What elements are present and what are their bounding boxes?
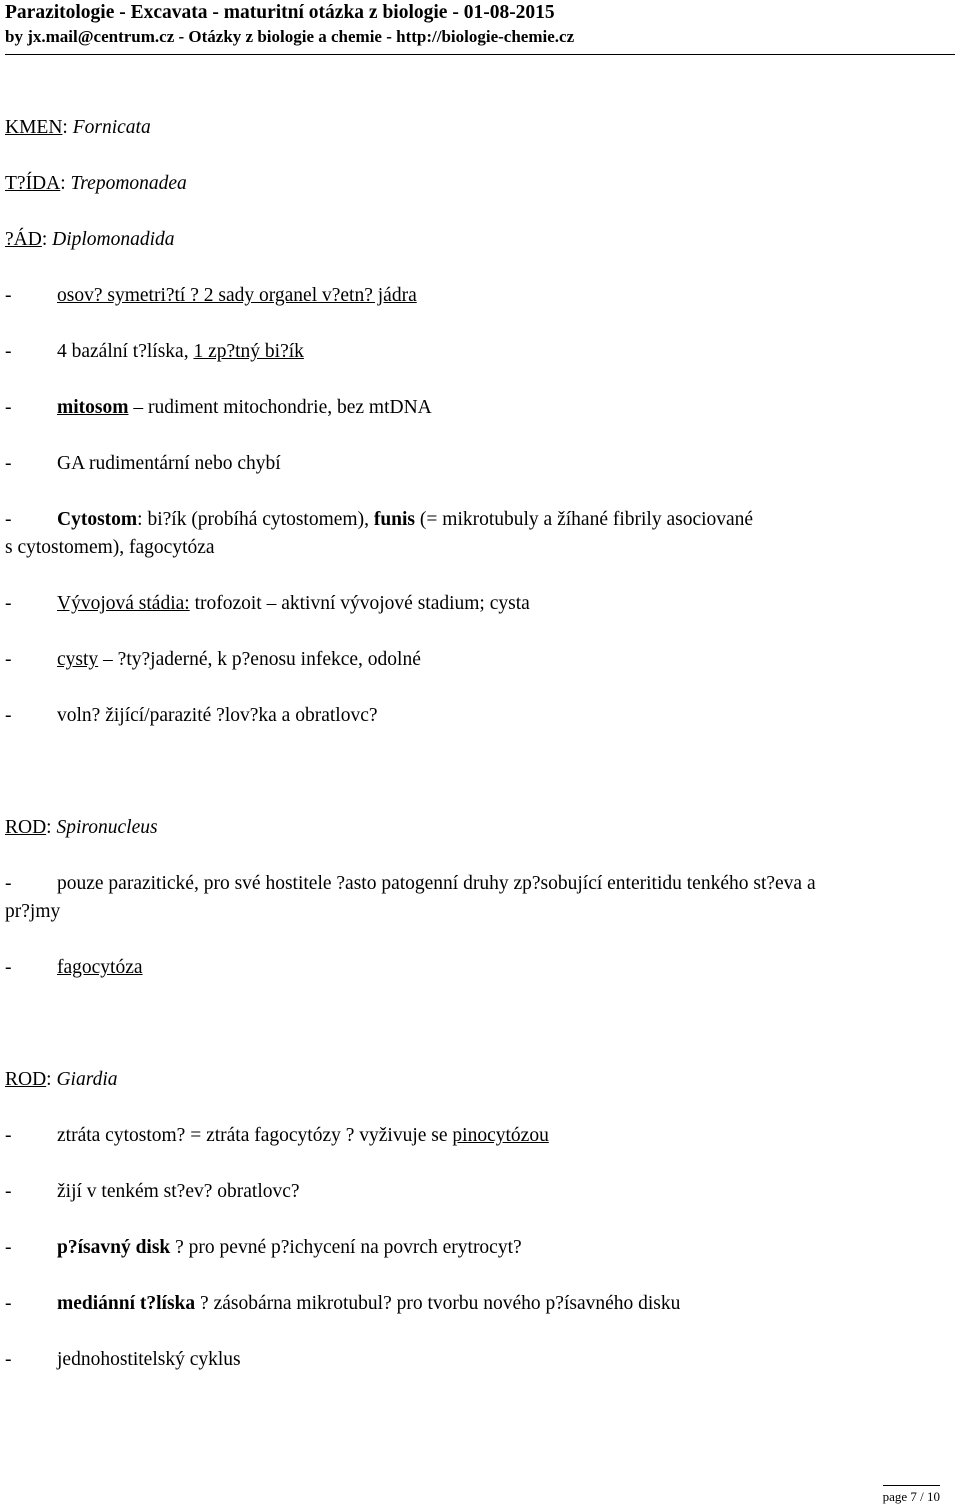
list-item: - žijí v tenkém st?ev? obratlovc? [5,1181,300,1202]
list-item: - jednohostitelský cyklus [5,1349,241,1370]
list-item: - mitosom – rudiment mitochondrie, bez mtDNA [5,397,432,418]
rod-spironucleus-heading: ROD: Spironucleus [5,817,158,838]
rod-label: ROD [5,1069,47,1090]
list-item: - osov? symetri?tí ? 2 sady organel v?etn? jádra [5,285,417,306]
list-item: - voln? žijící/parazité ?lov?ka a obratlovc? [5,705,378,726]
list-item: - Vývojová stádia: trofozoit – aktivní vývojové stadium; cysta [5,593,530,614]
document-subtitle: by jx.mail@centrum.cz - Otázky z biologie a chemie - http://biologie-chemie.cz [5,27,575,46]
rod-value: Spironucleus [56,817,158,838]
rod-value: Giardia [56,1069,118,1090]
trida-label: T?ÍDA [5,173,61,194]
list-item-continuation: s cytostomem), fagocytóza [5,537,215,558]
page-number: page 7 / 10 [883,1485,940,1505]
list-item: - 4 bazální t?líska, 1 zp?tný bi?ík [5,341,304,362]
kmen-label: KMEN [5,117,63,138]
list-item: - p?ísavný disk ? pro pevné p?ichycení na povrch erytrocyt? [5,1237,522,1258]
list-item: - fagocytóza [5,957,143,978]
list-item: - ztráta cytostom? = ztráta fagocytózy ? vyživuje se pinocytózou [5,1125,549,1146]
kmen-value: Fornicata [72,117,151,138]
list-item-continuation: pr?jmy [5,901,61,922]
list-item: - cysty – ?ty?jaderné, k p?enosu infekce, odolné [5,649,421,670]
list-item: - Cytostom: bi?ík (probíhá cytostomem), funis (= mikrotubuly a žíhané fibrily asociované [5,509,754,530]
rad-value: Diplomonadida [52,229,175,250]
document-title: Parazitologie - Excavata - maturitní otázka z biologie - 01-08-2015 [5,2,555,23]
kmen-heading: KMEN: Fornicata [5,117,151,138]
rad-heading: ?ÁD: Diplomonadida [5,229,175,250]
rod-giardia-heading: ROD: Giardia [5,1069,118,1090]
trida-heading: T?ÍDA: Trepomonadea [5,173,187,194]
list-item: - GA rudimentární nebo chybí [5,453,281,474]
page-header [5,2,955,55]
rad-label: ?ÁD [5,229,42,250]
trida-value: Trepomonadea [70,173,187,194]
rod-label: ROD [5,817,47,838]
header-divider [5,54,955,55]
list-item: - mediánní t?líska ? zásobárna mikrotubul? pro tvorbu nového p?ísavného disku [5,1293,681,1314]
list-item: - pouze parazitické, pro své hostitele ?asto patogenní druhy zp?sobující enteritidu tenkého st?eva a [5,873,816,894]
